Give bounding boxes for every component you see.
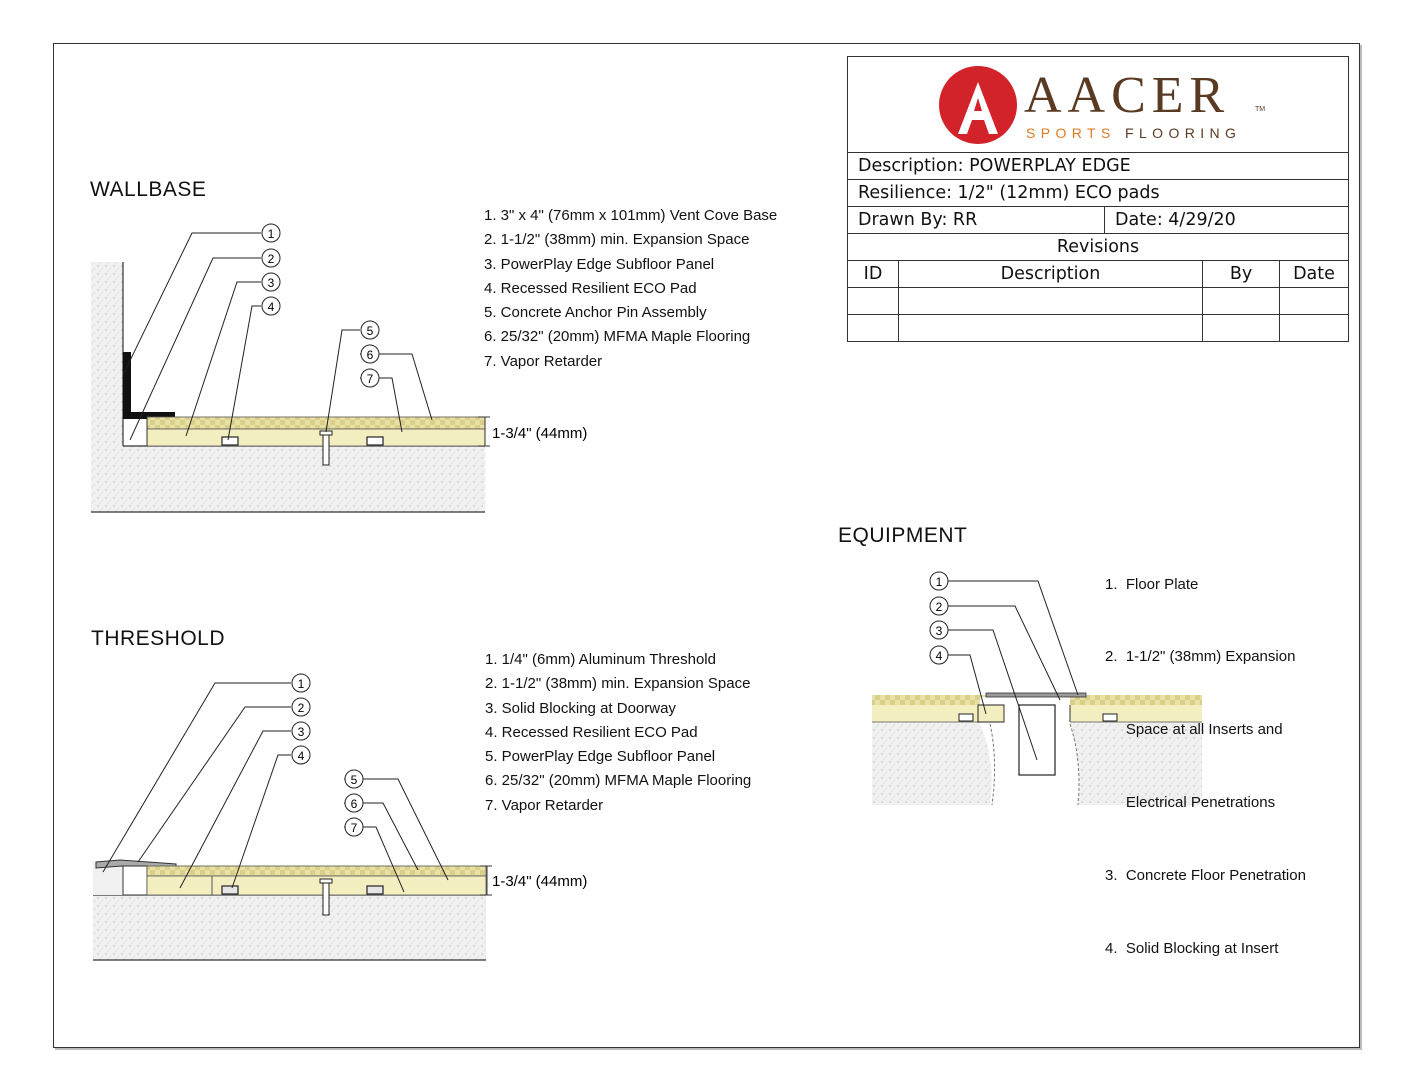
note-item: 2. 1-1/2" (38mm) min. Expansion Space (485, 675, 751, 693)
note-item: 6. 25/32" (20mm) MFMA Maple Flooring (485, 772, 752, 790)
note-item: 3. Concrete Floor Penetration (1105, 867, 1306, 885)
note-item: 1. Floor Plate (1105, 575, 1199, 593)
note-item: 6. 25/32" (20mm) MFMA Maple Flooring (484, 328, 751, 346)
resilience-row: Resilience: 1/2" (12mm) ECO pads (848, 180, 1348, 207)
callout-6: 6 (350, 797, 358, 811)
threshold-title: THRESHOLD (91, 627, 226, 650)
logo-sub-flooring: FLOORING (1125, 125, 1242, 141)
revisions-header-row (848, 261, 1348, 288)
note-item: 4. Solid Blocking at Insert (1105, 940, 1279, 958)
note-item: 4. Recessed Resilient ECO Pad (485, 723, 698, 741)
note-item: 4. Recessed Resilient ECO Pad (484, 279, 697, 297)
note-item: 2. 1-1/2" (38mm) min. Expansion Space (484, 231, 750, 249)
note-item: Electrical Penetrations (1105, 794, 1276, 812)
wallbase-dimension: 1-3/4" (44mm) (492, 425, 588, 442)
col-date: Date (1293, 264, 1335, 284)
threshold-dimension: 1-3/4" (44mm) (492, 873, 588, 890)
description-row: Description: POWERPLAY EDGE (848, 153, 1348, 180)
note-item: 7. Vapor Retarder (485, 796, 604, 814)
callout-1: 1 (267, 227, 275, 241)
callout-2: 2 (935, 600, 943, 614)
callout-3: 3 (267, 276, 275, 290)
equipment-notes (1105, 524, 1306, 986)
callout-4: 4 (297, 749, 305, 763)
callout-1: 1 (935, 575, 943, 589)
note-item: 7. Vapor Retarder (484, 352, 603, 370)
wallbase-notes (484, 204, 777, 374)
note-item: 5. PowerPlay Edge Subfloor Panel (485, 748, 716, 766)
col-by: By (1203, 261, 1280, 287)
note-item: 1. 1/4" (6mm) Aluminum Threshold (485, 651, 716, 668)
equipment-title: EQUIPMENT (838, 524, 968, 547)
callout-1: 1 (297, 677, 305, 691)
revisions-heading: Revisions (848, 234, 1348, 261)
col-id: ID (848, 261, 899, 287)
callout-2: 2 (297, 701, 305, 715)
note-item: 3. Solid Blocking at Doorway (485, 699, 676, 717)
wallbase-title: WALLBASE (90, 178, 207, 201)
col-description: Description (899, 261, 1203, 287)
callout-5: 5 (350, 773, 358, 787)
note-item: 3. PowerPlay Edge Subfloor Panel (484, 255, 715, 273)
threshold-notes (485, 648, 751, 818)
note-item: Space at all Inserts and (1105, 721, 1283, 739)
callout-3: 3 (935, 624, 943, 638)
drawn-date-row (848, 207, 1348, 234)
note-item: 2. 1-1/2" (38mm) Expansion (1105, 648, 1296, 666)
date: Date: 4/29/20 (1115, 210, 1236, 230)
callout-6: 6 (366, 348, 374, 362)
logo-wordmark: AACER (1024, 67, 1231, 124)
note-item: 5. Concrete Anchor Pin Assembly (484, 304, 707, 322)
revision-row-empty (848, 315, 1348, 341)
callout-5: 5 (366, 324, 374, 338)
logo-sub-sports: SPORTS (1026, 125, 1116, 141)
callout-2: 2 (267, 252, 275, 266)
logo-trademark: TM (1255, 106, 1266, 113)
revision-row-empty (848, 288, 1348, 315)
logo-subtitle (1026, 125, 1241, 141)
callout-7: 7 (350, 821, 358, 835)
callout-3: 3 (297, 725, 305, 739)
callout-4: 4 (935, 649, 943, 663)
drawn-by: Drawn By: RR (848, 207, 1105, 233)
callout-4: 4 (267, 300, 275, 314)
callout-7: 7 (366, 372, 374, 386)
note-item: 1. 3" x 4" (76mm x 101mm) Vent Cove Base (484, 207, 778, 224)
